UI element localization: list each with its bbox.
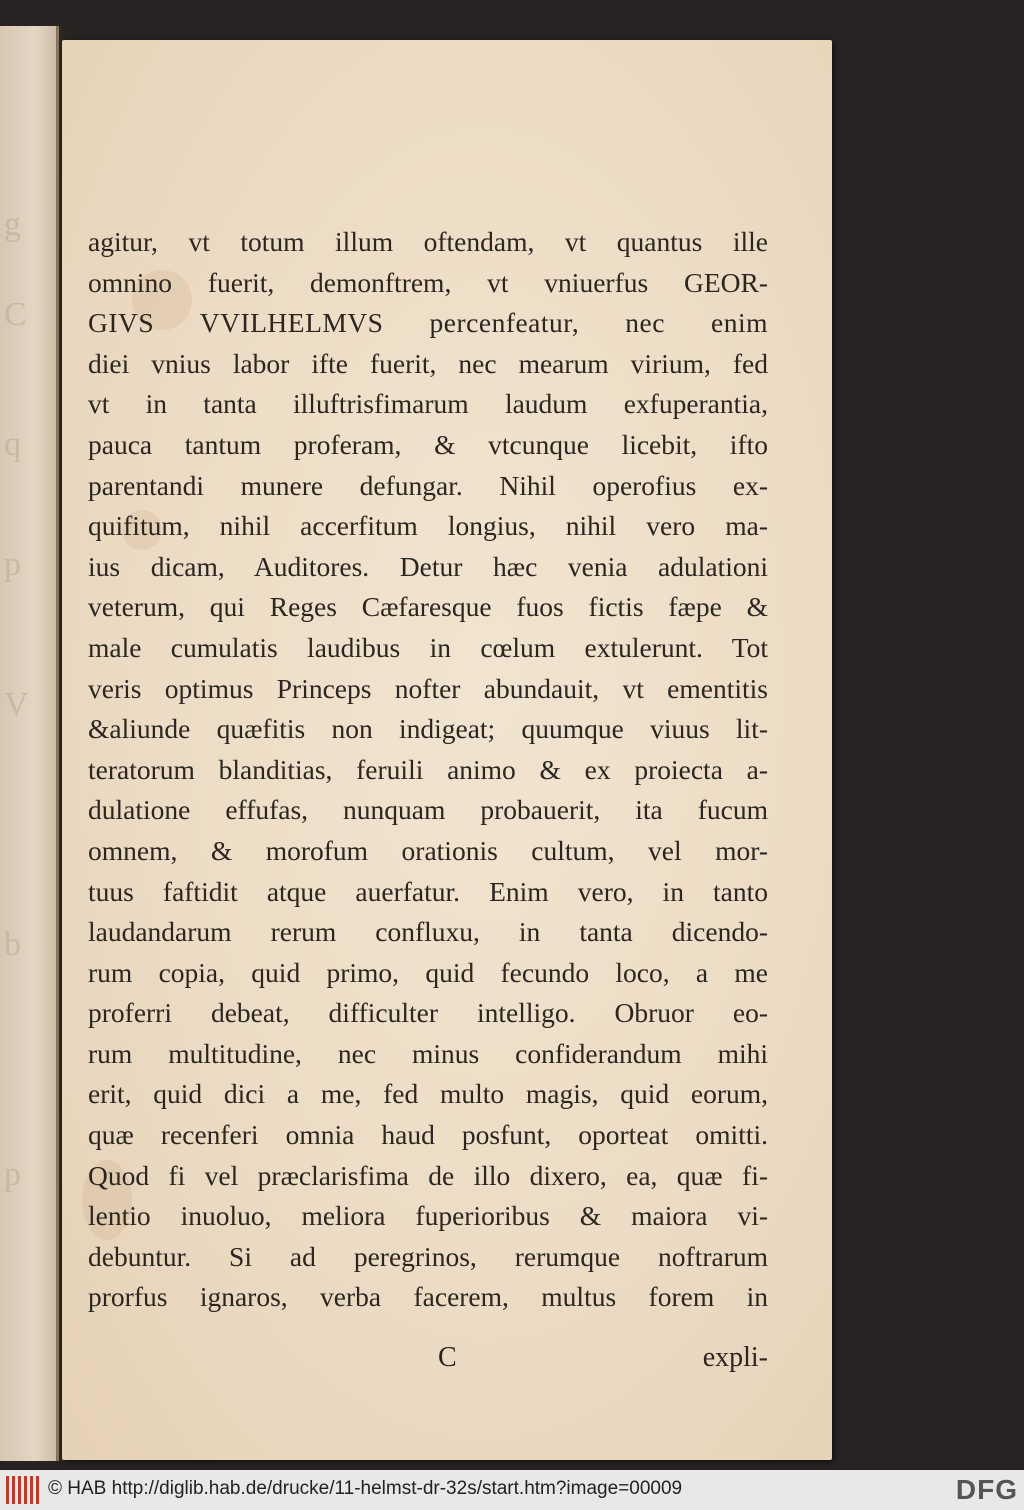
text-line: proferri debeat, difficulter intelligo. Obruor eo- (88, 997, 768, 1029)
bleed-through-text: p (4, 1156, 22, 1193)
text-line: teratorum blanditias, feruili animo & ex proiecta a- (88, 753, 768, 785)
previous-page-edge (0, 26, 59, 1461)
text-line: tuus faftidit atque auerfatur. Enim vero, in tanto (88, 875, 768, 907)
text-line: omnino fuerit, demonftrem, vt vniuerfus GEOR- (88, 266, 768, 298)
text-line: lentio inuoluo, meliora fuperioribus & maiora vi- (88, 1200, 768, 1232)
text-line: quifitum, nihil accerfitum longius, nihil vero ma- (88, 510, 768, 542)
bleed-through-text: g (4, 206, 22, 243)
dfg-logo: DFG (955, 1474, 1018, 1505)
text-line: Quod fi vel præclarisfima de illo dixero, ea, quæ fi- (88, 1159, 768, 1191)
bleed-through-text: b (4, 926, 22, 963)
text-line: vt in tanta illuftrisfimarum laudum exfuperantia, (88, 388, 768, 420)
text-line: &aliunde quæfitis non indigeat; quumque viuus lit- (88, 713, 768, 745)
bleed-through-text: C (4, 296, 28, 333)
text-line: ius dicam, Auditores. Detur hæc venia adulationi (88, 550, 768, 582)
text-line: pauca tantum proferam, & vtcunque licebit, ifto (88, 428, 768, 460)
text-line: omnem, & morofum orationis cultum, vel mor- (88, 834, 768, 866)
text-line: male cumulatis laudibus in cœlum extulerunt. Tot (88, 631, 768, 663)
text-line: erit, quid dici a me, fed multo magis, quid eorum, (88, 1078, 768, 1110)
text-line: GIVS VVILHELMVS percenfeatur, nec enim (88, 307, 768, 339)
text-line: rum copia, quid primo, quid fecundo loco, a me (88, 956, 768, 988)
text-line: rum multitudine, nec minus confiderandum mihi (88, 1037, 768, 1069)
bleed-through-text: q (4, 426, 22, 463)
text-line: laudandarum rerum confluxu, in tanta dicendo- (88, 916, 768, 948)
barcode-icon (6, 1476, 42, 1504)
viewer-footer (0, 1470, 1024, 1510)
text-line: veris optimus Princeps nofter abundauit, vt ementitis (88, 672, 768, 704)
copyright-url[interactable]: © HAB http://diglib.hab.de/drucke/11-helmst-dr-32s/start.htm?image=00009 (48, 1478, 683, 1499)
book-page (62, 40, 832, 1460)
text-line: parentandi munere defungar. Nihil operofius ex- (88, 469, 768, 501)
page-text (88, 222, 768, 1318)
text-line: dulatione effufas, nunquam probauerit, ita fucum (88, 794, 768, 826)
catchword: expli- (702, 1342, 768, 1373)
text-line: quæ recenferi omnia haud posfunt, oporteat omitti. (88, 1119, 768, 1151)
text-line: prorfus ignaros, verba facerem, multus forem in (88, 1281, 768, 1313)
bleed-through-text: V (4, 686, 30, 723)
text-line: diei vnius labor ifte fuerit, nec mearum virium, fed (88, 347, 768, 379)
signature-mark: C (438, 1342, 457, 1373)
page-footer-line (88, 1342, 768, 1382)
text-line: agitur, vt totum illum oftendam, vt quantus ille (88, 226, 768, 257)
text-line: veterum, qui Reges Cæfaresque fuos fictis fæpe & (88, 591, 768, 623)
text-line: debuntur. Si ad peregrinos, rerumque noftrarum (88, 1240, 768, 1272)
bleed-through-text: p (4, 546, 22, 583)
